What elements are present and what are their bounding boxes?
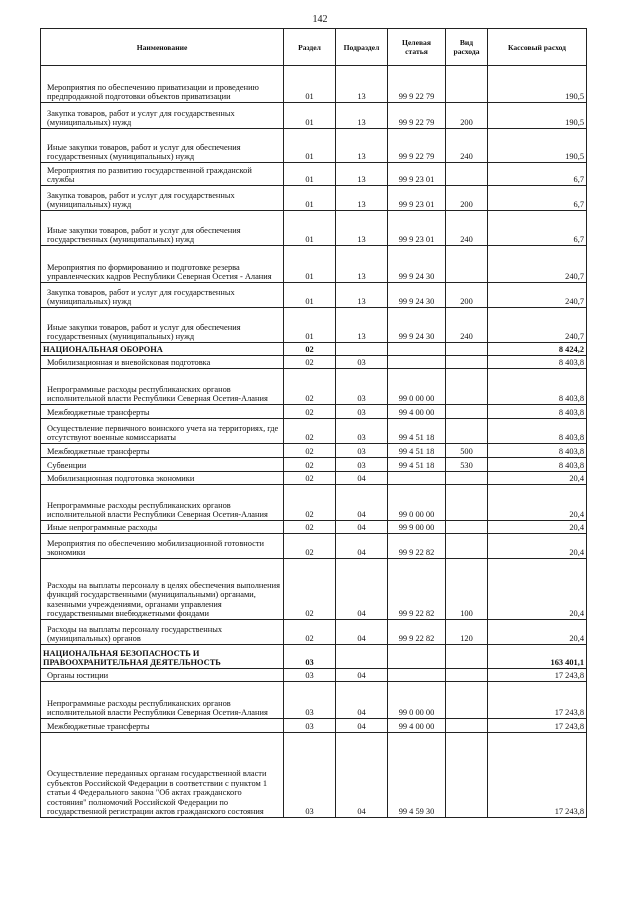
table-row [41, 620, 587, 645]
row-article: 99 9 23 01 [388, 211, 446, 246]
row-amount: 6,7 [488, 163, 587, 186]
table-row [41, 103, 587, 129]
row-subsection: 04 [336, 669, 388, 682]
table-row [41, 163, 587, 186]
row-expense-type [446, 66, 488, 103]
row-expense-type [446, 682, 488, 719]
row-amount: 20,4 [488, 534, 587, 559]
row-section: 03 [284, 719, 336, 733]
row-article: 99 4 51 18 [388, 444, 446, 458]
row-name: Непрограммные расходы республиканских органов исполнительной власти Республики Северная Осетия-Алания [41, 369, 284, 405]
row-section: 03 [284, 682, 336, 719]
row-subsection: 04 [336, 534, 388, 559]
row-article: 99 9 23 01 [388, 163, 446, 186]
row-section: 01 [284, 308, 336, 343]
row-name: Межбюджетные трансферты [41, 405, 284, 419]
row-expense-type [446, 521, 488, 534]
row-name: Иные непрограммные расходы [41, 521, 284, 534]
row-amount: 17 243,8 [488, 733, 587, 818]
row-section: 02 [284, 343, 336, 356]
table-row [41, 521, 587, 534]
row-expense-type [446, 669, 488, 682]
row-name: Мобилизационная подготовка экономики [41, 472, 284, 485]
row-article: 99 9 24 30 [388, 246, 446, 283]
row-amount: 8 424,2 [488, 343, 587, 356]
row-expense-type [446, 405, 488, 419]
row-section: 02 [284, 620, 336, 645]
row-name: Межбюджетные трансферты [41, 444, 284, 458]
row-name: Расходы на выплаты персоналу в целях обеспечения выполнения функций государственными (муниципальными) органами, казенными учреждениями, органами управления государственными внебюджетными фондами [41, 559, 284, 620]
row-amount: 190,5 [488, 66, 587, 103]
table-row [41, 66, 587, 103]
row-expense-type [446, 163, 488, 186]
row-expense-type: 240 [446, 129, 488, 163]
row-name: Мобилизационная и вневойсковая подготовка [41, 356, 284, 369]
row-expense-type [446, 369, 488, 405]
table-row [41, 458, 587, 472]
row-article: 99 4 51 18 [388, 458, 446, 472]
row-name: Закупка товаров, работ и услуг для государственных (муниципальных) нужд [41, 103, 284, 129]
row-section: 01 [284, 103, 336, 129]
row-amount: 6,7 [488, 186, 587, 211]
row-section: 02 [284, 485, 336, 521]
row-name: Иные закупки товаров, работ и услуг для обеспечения государственных (муниципальных) нужд [41, 129, 284, 163]
row-subsection: 03 [336, 444, 388, 458]
table-row [41, 369, 587, 405]
row-section: 02 [284, 534, 336, 559]
row-amount: 17 243,8 [488, 669, 587, 682]
row-article: 99 0 00 00 [388, 682, 446, 719]
row-name: Непрограммные расходы республиканских органов исполнительной власти Республики Северная Осетия-Алания [41, 485, 284, 521]
row-article: 99 9 22 82 [388, 620, 446, 645]
row-section: 02 [284, 559, 336, 620]
row-name: Мероприятия по развитию государственной гражданской службы [41, 163, 284, 186]
row-amount: 240,7 [488, 246, 587, 283]
row-section: 02 [284, 458, 336, 472]
row-article: 99 9 22 79 [388, 103, 446, 129]
row-article: 99 0 00 00 [388, 485, 446, 521]
row-name: Осуществление переданных органам государственной власти субъектов Российской Федерации в соответствии с пунктом 1 статьи 4 Федерального закона "Об актах гражданского состояния" полномочий Российской Федерации по государственной регистрации актов гражданского состояния [41, 733, 284, 818]
row-subsection: 04 [336, 559, 388, 620]
row-expense-type: 530 [446, 458, 488, 472]
row-article: 99 9 00 00 [388, 521, 446, 534]
row-subsection: 03 [336, 405, 388, 419]
row-article: 99 9 22 79 [388, 66, 446, 103]
row-expense-type [446, 733, 488, 818]
row-name: НАЦИОНАЛЬНАЯ БЕЗОПАСНОСТЬ И ПРАВООХРАНИТЕЛЬНАЯ ДЕЯТЕЛЬНОСТЬ [41, 645, 284, 669]
row-section: 02 [284, 521, 336, 534]
row-expense-type [446, 356, 488, 369]
row-amount: 6,7 [488, 211, 587, 246]
row-expense-type [446, 719, 488, 733]
row-amount: 8 403,8 [488, 458, 587, 472]
row-name: Закупка товаров, работ и услуг для государственных (муниципальных) нужд [41, 283, 284, 308]
header-section: Раздел [284, 29, 336, 66]
row-article: 99 4 59 30 [388, 733, 446, 818]
row-section: 03 [284, 645, 336, 669]
row-name: Мероприятия по обеспечению мобилизационной готовности экономики [41, 534, 284, 559]
row-name: Органы юстиции [41, 669, 284, 682]
row-section: 02 [284, 419, 336, 444]
table-row [41, 356, 587, 369]
row-expense-type: 200 [446, 186, 488, 211]
row-article [388, 669, 446, 682]
table-row [41, 308, 587, 343]
table-row [41, 485, 587, 521]
row-section: 02 [284, 444, 336, 458]
row-subsection: 03 [336, 356, 388, 369]
row-expense-type [446, 485, 488, 521]
row-amount: 20,4 [488, 472, 587, 485]
row-name: Закупка товаров, работ и услуг для государственных (муниципальных) нужд [41, 186, 284, 211]
row-amount: 20,4 [488, 485, 587, 521]
header-subsection: Подраздел [336, 29, 388, 66]
row-amount: 17 243,8 [488, 719, 587, 733]
row-subsection: 13 [336, 211, 388, 246]
row-subsection: 04 [336, 472, 388, 485]
row-subsection: 04 [336, 620, 388, 645]
table-row [41, 343, 587, 356]
row-expense-type: 240 [446, 211, 488, 246]
row-subsection: 13 [336, 163, 388, 186]
row-article: 99 0 00 00 [388, 369, 446, 405]
row-article: 99 9 24 30 [388, 308, 446, 343]
row-amount: 20,4 [488, 559, 587, 620]
row-amount: 8 403,8 [488, 419, 587, 444]
row-article [388, 356, 446, 369]
row-amount: 190,5 [488, 103, 587, 129]
table-row [41, 283, 587, 308]
table-row [41, 682, 587, 719]
table-row [41, 405, 587, 419]
row-expense-type: 500 [446, 444, 488, 458]
row-section: 01 [284, 283, 336, 308]
row-article: 99 9 22 82 [388, 559, 446, 620]
row-expense-type: 240 [446, 308, 488, 343]
row-amount: 8 403,8 [488, 369, 587, 405]
row-subsection: 03 [336, 419, 388, 444]
row-section: 03 [284, 669, 336, 682]
row-section: 01 [284, 129, 336, 163]
row-section: 02 [284, 405, 336, 419]
budget-table [40, 28, 587, 818]
row-expense-type [446, 343, 488, 356]
row-name: Иные закупки товаров, работ и услуг для обеспечения государственных (муниципальных) нужд [41, 308, 284, 343]
row-name: Мероприятия по формированию и подготовке резерва управленческих кадров Республики Северная Осетия - Алания [41, 246, 284, 283]
row-name: НАЦИОНАЛЬНАЯ ОБОРОНА [41, 343, 284, 356]
row-subsection [336, 645, 388, 669]
row-name: Субвенции [41, 458, 284, 472]
row-expense-type [446, 534, 488, 559]
row-subsection: 13 [336, 186, 388, 211]
table-row [41, 444, 587, 458]
row-expense-type: 100 [446, 559, 488, 620]
row-article: 99 4 00 00 [388, 719, 446, 733]
row-section: 02 [284, 356, 336, 369]
row-expense-type [446, 472, 488, 485]
row-article: 99 9 22 79 [388, 129, 446, 163]
row-subsection: 04 [336, 485, 388, 521]
row-section: 01 [284, 211, 336, 246]
row-article: 99 4 00 00 [388, 405, 446, 419]
row-amount: 17 243,8 [488, 682, 587, 719]
table-row [41, 246, 587, 283]
row-amount: 240,7 [488, 283, 587, 308]
page-number: 142 [312, 14, 328, 25]
row-article [388, 472, 446, 485]
row-amount: 20,4 [488, 521, 587, 534]
row-subsection: 13 [336, 129, 388, 163]
table-row [41, 472, 587, 485]
table-row [41, 719, 587, 733]
row-expense-type [446, 645, 488, 669]
row-subsection: 03 [336, 458, 388, 472]
row-subsection: 13 [336, 66, 388, 103]
row-amount: 8 403,8 [488, 405, 587, 419]
table-row [41, 559, 587, 620]
row-article: 99 9 24 30 [388, 283, 446, 308]
row-subsection [336, 343, 388, 356]
row-section: 01 [284, 163, 336, 186]
row-article [388, 343, 446, 356]
row-amount: 8 403,8 [488, 444, 587, 458]
row-name: Осуществление первичного воинского учета на территориях, где отсутствуют военные комиссариаты [41, 419, 284, 444]
table-row [41, 186, 587, 211]
row-amount: 163 401,1 [488, 645, 587, 669]
row-section: 02 [284, 369, 336, 405]
row-amount: 8 403,8 [488, 356, 587, 369]
row-subsection: 13 [336, 308, 388, 343]
table-row [41, 211, 587, 246]
table-row [41, 534, 587, 559]
row-subsection: 04 [336, 733, 388, 818]
row-article: 99 9 23 01 [388, 186, 446, 211]
row-name: Непрограммные расходы республиканских органов исполнительной власти Республики Северная Осетия-Алания [41, 682, 284, 719]
table-body [41, 66, 587, 818]
row-amount: 190,5 [488, 129, 587, 163]
table-row [41, 419, 587, 444]
header-expense-type: Вид расхода [446, 29, 488, 66]
row-expense-type [446, 246, 488, 283]
table-row [41, 669, 587, 682]
table-header-row [41, 29, 587, 66]
row-subsection: 13 [336, 283, 388, 308]
header-amount: Кассовый расход [488, 29, 587, 66]
row-amount: 240,7 [488, 308, 587, 343]
row-section: 03 [284, 733, 336, 818]
row-section: 01 [284, 246, 336, 283]
row-article [388, 645, 446, 669]
row-expense-type [446, 419, 488, 444]
table-row [41, 645, 587, 669]
row-article: 99 9 22 82 [388, 534, 446, 559]
row-name: Межбюджетные трансферты [41, 719, 284, 733]
row-name: Расходы на выплаты персоналу государственных (муниципальных) органов [41, 620, 284, 645]
table-row [41, 129, 587, 163]
row-subsection: 04 [336, 521, 388, 534]
row-subsection: 13 [336, 103, 388, 129]
row-expense-type: 200 [446, 103, 488, 129]
header-article: Целевая статья [388, 29, 446, 66]
row-subsection: 13 [336, 246, 388, 283]
row-name: Иные закупки товаров, работ и услуг для обеспечения государственных (муниципальных) нужд [41, 211, 284, 246]
row-subsection: 04 [336, 719, 388, 733]
row-subsection: 04 [336, 682, 388, 719]
row-expense-type: 120 [446, 620, 488, 645]
row-section: 01 [284, 186, 336, 211]
row-name: Мероприятия по обеспечению приватизации и проведению предпродажной подготовки объектов приватизации [41, 66, 284, 103]
row-subsection: 03 [336, 369, 388, 405]
row-section: 01 [284, 66, 336, 103]
table-row [41, 733, 587, 818]
row-section: 02 [284, 472, 336, 485]
row-expense-type: 200 [446, 283, 488, 308]
row-amount: 20,4 [488, 620, 587, 645]
row-article: 99 4 51 18 [388, 419, 446, 444]
header-name: Наименование [41, 29, 284, 66]
